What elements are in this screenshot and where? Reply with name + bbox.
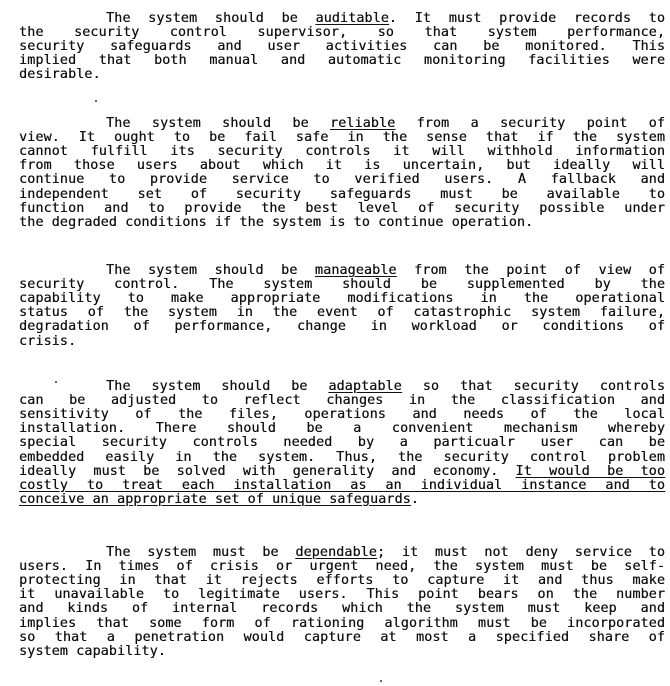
paragraph-line [19, 574, 665, 588]
text-run: implied that both manual and automatic monitoring facilities were [19, 53, 665, 69]
paragraph-line [19, 306, 665, 320]
text-run: from the point of view of [396, 263, 665, 278]
text-run: protecting in that it rejects efforts to capture it and thus make [19, 573, 665, 589]
paragraph-line [19, 645, 166, 659]
underlined-text: It would be too [515, 463, 665, 479]
text-run: independent set of security safeguards must be available to [19, 186, 665, 202]
scan-speck [55, 381, 57, 383]
paragraph-line [19, 320, 665, 334]
text-run: and kinds of internal records which the system must keep and [19, 601, 665, 617]
text-run: from those users about which it is uncertain, but ideally will [19, 158, 665, 174]
paragraph-first-line [106, 380, 665, 394]
paragraph-line [19, 394, 665, 408]
paragraph-line [19, 588, 665, 602]
text-run: users. In times of crisis or urgent need, the system must be self- [19, 559, 665, 575]
paragraph-line [19, 408, 665, 422]
paragraph-line [19, 202, 665, 216]
text-run: crisis. [19, 333, 77, 349]
paragraph-first-line [106, 264, 665, 278]
underlined-text: manageable [314, 263, 397, 278]
text-run: desirable. [19, 67, 101, 83]
underlined-text: auditable [315, 11, 389, 26]
text-run: implies that some form of rationing algorithm must be incorporated [19, 615, 665, 631]
paragraph-line [19, 216, 533, 230]
paragraph-line [19, 188, 665, 202]
text-run: The system must be [106, 545, 296, 560]
text-run: it unavailable to legitimate users. This point bears on the number [19, 587, 665, 603]
text-run: The system should be [106, 263, 315, 278]
text-run: installation. There should be a convenient mechanism whereby [19, 421, 665, 437]
text-run: capability to make appropriate modifications in the operational [19, 291, 665, 307]
text-run: sensitivity of the files, operations and needs of the local [19, 407, 665, 423]
text-run: ideally must be solved with generality and economy. [19, 463, 516, 479]
text-run: The system should be [106, 379, 329, 394]
text-run: function and to provide the best level of security possible under [19, 200, 665, 216]
paragraph-line [19, 173, 665, 187]
paragraph-line [19, 631, 665, 645]
paragraph-line [19, 465, 665, 479]
text-run: status of the system in the event of catastrophic system failure, [19, 305, 665, 321]
paragraph-line [19, 493, 419, 507]
paragraph-line [19, 145, 665, 159]
underlined-text: dependable [295, 545, 377, 560]
text-run: security safeguards and user activities can be monitored. This [19, 39, 665, 55]
text-run: The system should be [106, 116, 330, 131]
paragraph-first-line [106, 117, 665, 131]
paragraph-line [19, 479, 665, 493]
text-run: degradation of performance, change in workload or conditions of [19, 319, 665, 335]
paragraph-line [19, 54, 665, 68]
paragraph-line [19, 451, 665, 465]
text-run: system capability. [19, 643, 166, 659]
text-run: from a security point of [395, 116, 666, 131]
paragraph-line [19, 602, 665, 616]
text-run: The system should be [106, 11, 316, 26]
paragraph-line [19, 436, 665, 450]
paragraph-line [19, 159, 665, 173]
text-run: the security control supervisor, so that system performance, [19, 25, 665, 41]
paragraph-line [19, 422, 665, 436]
text-run: ; it must not deny service to [376, 545, 665, 560]
paragraph-line [19, 617, 665, 631]
paragraph-first-line [106, 12, 665, 26]
text-run: so that a penetration would capture at most a specified share of [19, 629, 665, 645]
paragraph-line [19, 131, 665, 145]
text-run: security control. The system should be supplemented by the [19, 277, 665, 293]
text-run: . [410, 491, 419, 507]
paragraph-line [19, 560, 665, 574]
paragraph-line [19, 278, 665, 292]
text-run: so that security controls [401, 379, 665, 394]
scan-speck [380, 680, 382, 682]
paragraph-line [19, 26, 665, 40]
text-run: embedded easily in the system. Thus, the security control problem [19, 449, 665, 465]
paragraph-line [19, 68, 101, 82]
underlined-text: costly to treat each installation as an individual instance and to [19, 477, 665, 493]
paragraph-first-line [106, 546, 665, 560]
paragraph-line [19, 335, 76, 349]
text-run: special security controls needed by a particualr user can be [19, 435, 665, 451]
underlined-text: conceive an appropriate set of unique safeguards [19, 491, 411, 507]
text-run: . It must provide records to [388, 11, 665, 26]
underlined-text: adaptable [328, 379, 402, 394]
underlined-text: reliable [329, 116, 396, 131]
scan-speck [95, 100, 97, 102]
paragraph-line [19, 40, 665, 54]
text-run: cannot fulfill its security controls it will withhold information [19, 144, 665, 160]
text-run: continue to provide service to verified users. A fallback and [19, 172, 665, 188]
text-run: the degraded conditions if the system is to continue operation. [19, 214, 534, 230]
text-run: view. It ought to be fail safe in the sense that if the system [19, 130, 665, 146]
paragraph-line [19, 292, 665, 306]
text-run: can be adjusted to reflect changes in the classification and [19, 393, 665, 409]
